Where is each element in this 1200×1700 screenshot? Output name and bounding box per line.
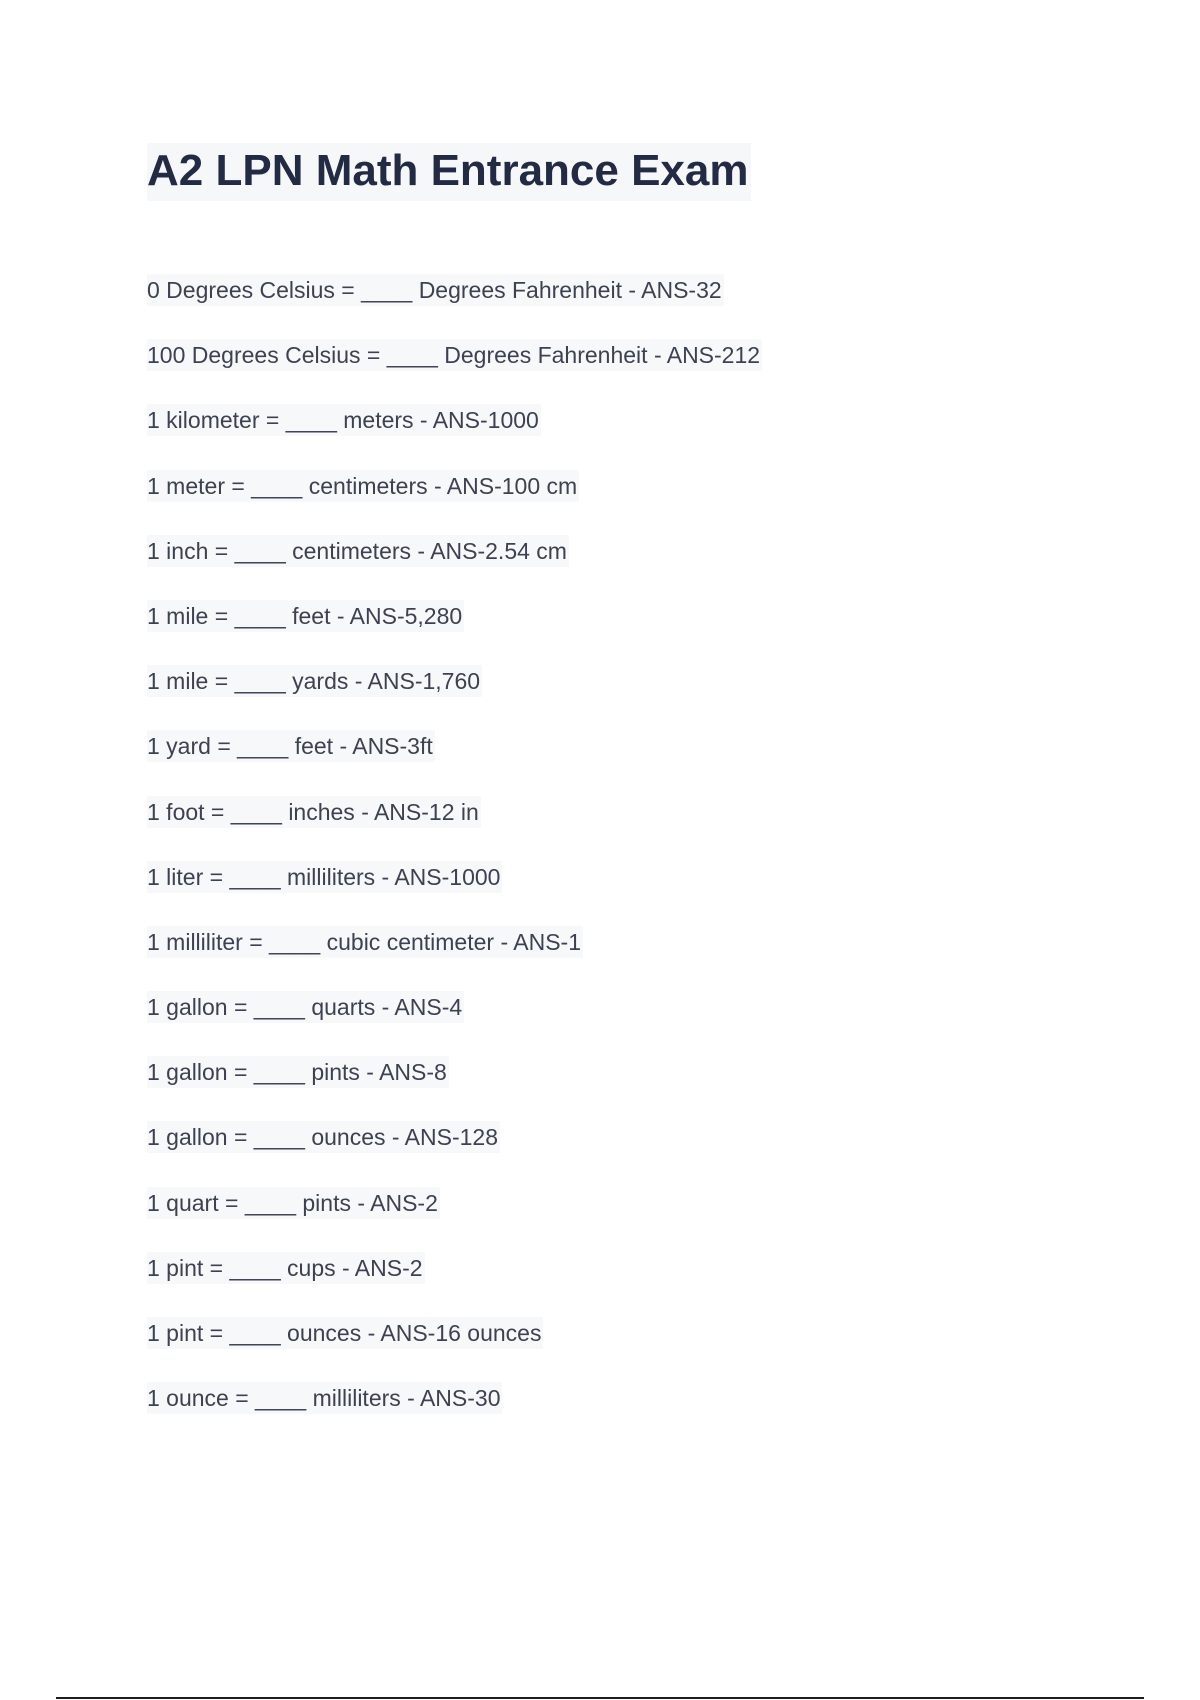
- question-item: [147, 861, 762, 926]
- question-text: 1 pint = ____ cups - ANS-2: [147, 1252, 425, 1284]
- question-text: 1 ounce = ____ milliliters - ANS-30: [147, 1382, 502, 1414]
- question-text: 100 Degrees Celsius = ____ Degrees Fahrenheit - ANS-212: [147, 339, 762, 371]
- question-item: [147, 665, 762, 730]
- footer-divider: [56, 1697, 1144, 1699]
- question-item: [147, 1317, 762, 1382]
- question-text: 1 quart = ____ pints - ANS-2: [147, 1187, 440, 1219]
- question-item: [147, 535, 762, 600]
- question-item: [147, 991, 762, 1056]
- question-item: [147, 274, 762, 339]
- question-item: [147, 1252, 762, 1317]
- question-text: 1 kilometer = ____ meters - ANS-1000: [147, 404, 541, 436]
- question-list: [147, 274, 762, 1447]
- question-text: 1 gallon = ____ quarts - ANS-4: [147, 991, 464, 1023]
- question-text: 1 meter = ____ centimeters - ANS-100 cm: [147, 470, 579, 502]
- question-text: 1 foot = ____ inches - ANS-12 in: [147, 796, 481, 828]
- question-text: 1 liter = ____ milliliters - ANS-1000: [147, 861, 502, 893]
- question-item: [147, 600, 762, 665]
- question-item: [147, 796, 762, 861]
- question-item: [147, 1056, 762, 1121]
- question-text: 1 mile = ____ feet - ANS-5,280: [147, 600, 464, 632]
- question-item: [147, 339, 762, 404]
- question-item: [147, 404, 762, 469]
- question-text: 1 gallon = ____ pints - ANS-8: [147, 1056, 449, 1088]
- question-item: [147, 470, 762, 535]
- question-text: 1 mile = ____ yards - ANS-1,760: [147, 665, 482, 697]
- question-item: [147, 1121, 762, 1186]
- question-item: [147, 926, 762, 991]
- question-item: [147, 1187, 762, 1252]
- question-text: 1 milliliter = ____ cubic centimeter - ANS-1: [147, 926, 583, 958]
- question-text: 1 inch = ____ centimeters - ANS-2.54 cm: [147, 535, 569, 567]
- question-text: 0 Degrees Celsius = ____ Degrees Fahrenheit - ANS-32: [147, 274, 724, 306]
- question-item: [147, 1382, 762, 1447]
- question-item: [147, 730, 762, 795]
- page-title: A2 LPN Math Entrance Exam: [147, 143, 751, 201]
- question-text: 1 pint = ____ ounces - ANS-16 ounces: [147, 1317, 543, 1349]
- question-text: 1 yard = ____ feet - ANS-3ft: [147, 730, 435, 762]
- question-text: 1 gallon = ____ ounces - ANS-128: [147, 1121, 500, 1153]
